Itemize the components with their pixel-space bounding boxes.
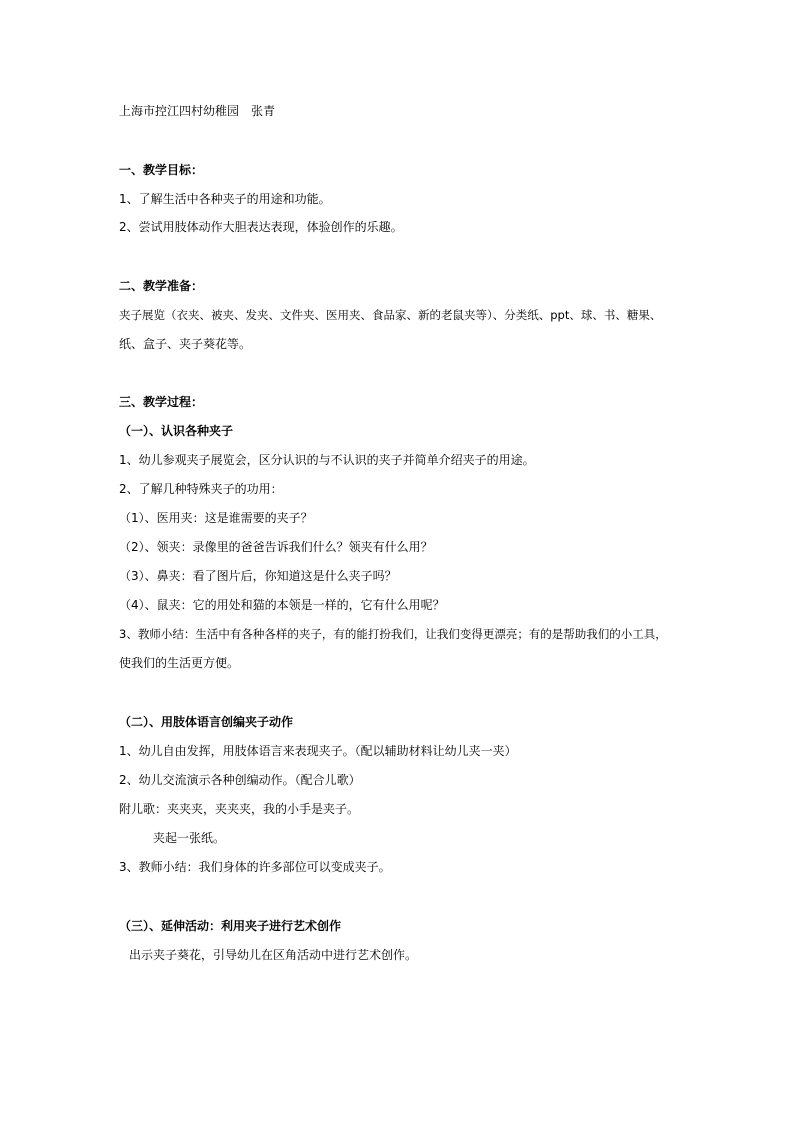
part-3-body: 出示夹子葵花，引导幼儿在区角活动中进行艺术创作。 [129,948,418,962]
part-2-song-line-1: 附儿歌：夹夹夹，夹夹夹，我的小手是夹子。 [119,802,360,816]
part-2-song-line-2: 夹起一张纸。 [153,831,226,845]
part-1-sub-1: （1）、医用夹：这是谁需要的夹子？ [119,511,313,525]
part-3-heading: （三）、延伸活动：利用夹子进行艺术创作 [119,919,342,933]
part-2-heading: （二）、用肢体语言创编夹子动作 [119,715,294,729]
part-1-item-3-line-1: 3、教师小结：生活中有各种各样的夹子，有的能打扮我们，让我们变得更漂亮；有的是帮助我们的小工具， [119,627,667,641]
part-2-item-1: 1、幼儿自由发挥，用肢体语言来表现夹子。（配以辅助材料让幼儿夹一夹） [119,744,517,758]
section-1-item-1: 1、了解生活中各种夹子的用途和功能。 [119,192,331,206]
author-line: 上海市控江四村幼稚园 张青 [119,104,276,118]
part-1-sub-4: （4）、鼠夹：它的用处和猫的本领是一样的，它有什么用呢？ [119,598,445,612]
section-2-heading: 二、教学准备： [119,279,204,293]
part-1-item-2: 2、了解几种特殊夹子的功用： [119,482,283,496]
part-2-item-2: 2、幼儿交流演示各种创编动作。（配合儿歌） [119,773,361,787]
part-1-item-1: 1、幼儿参观夹子展览会，区分认识的与不认识的夹子并简单介绍夹子的用途。 [119,453,535,467]
part-1-sub-2: （2）、领夹：录像里的爸爸告诉我们什么？领夹有什么用？ [119,540,433,554]
part-1-item-3-line-2: 使我们的生活更方便。 [119,656,240,670]
section-1-heading: 一、教学目标： [119,163,204,177]
part-1-heading: （一）、认识各种夹子 [119,424,234,438]
section-2-line-2: 纸、盒子、夹子葵花等。 [119,337,252,351]
section-2-line-1: 夹子展览（衣夹、被夹、发夹、文件夹、医用夹、食品家、新的老鼠夹等）、分类纸、ppt、球、书、糖果、 [119,308,662,322]
section-3-heading: 三、教学过程： [119,395,204,409]
part-1-sub-3: （3）、鼻夹：看了图片后，你知道这是什么夹子吗？ [119,569,397,583]
section-1-item-2: 2、尝试用肢体动作大胆表达表现，体验创作的乐趣。 [119,220,403,234]
part-2-item-3: 3、教师小结：我们身体的许多部位可以变成夹子。 [119,860,391,874]
